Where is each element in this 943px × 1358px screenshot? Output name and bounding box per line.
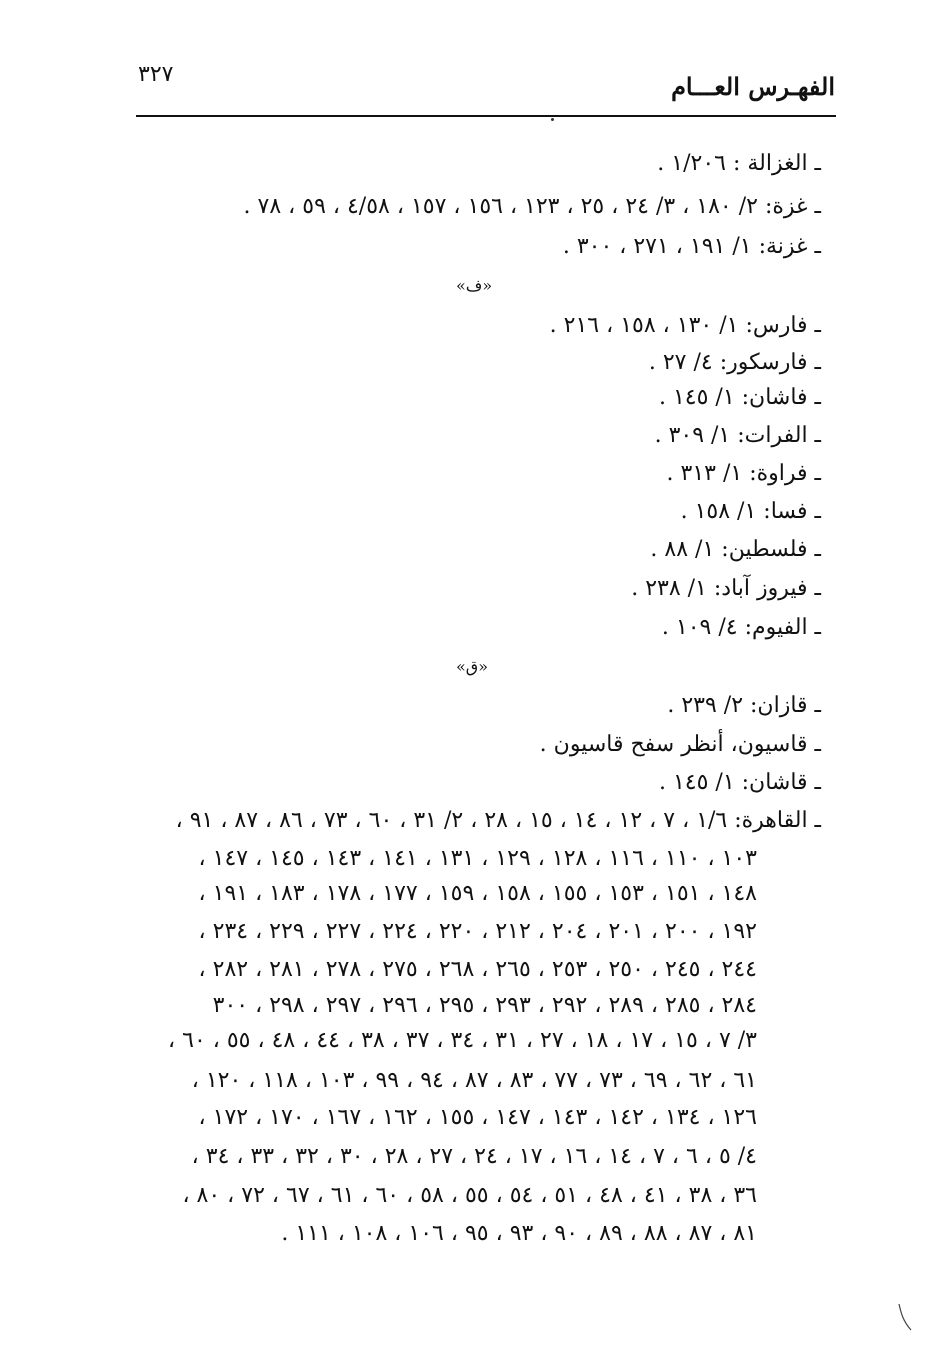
index-continuation-line: ١٢٦ ، ١٣٤ ، ١٤٢ ، ١٤٣ ، ١٤٧ ، ١٥٥ ، ١٦٢ ، ١٦٧ ، ١٧٠ ، ١٧٢ ، <box>198 1105 757 1130</box>
index-entry: ـ القاهرة: ١/٦ ، ٧ ، ١٢ ، ١٤ ، ١٥ ، ٢٨ ، ٢/ ٣١ ، ٦٠ ، ٧٣ ، ٨٦ ، ٨٧ ، ٩١ ، <box>175 808 821 833</box>
index-continuation-line: ٢٤٤ ، ٢٤٥ ، ٢٥٠ ، ٢٥٣ ، ٢٦٥ ، ٢٦٨ ، ٢٧٥ ، ٢٧٨ ، ٢٨١ ، ٢٨٢ ، <box>198 957 757 982</box>
index-continuation-line: ١٠٣ ، ١١٠ ، ١١٦ ، ١٢٨ ، ١٢٩ ، ١٣١ ، ١٤١ ، ١٤٣ ، ١٤٥ ، ١٤٧ ، <box>198 846 757 871</box>
index-entry: ـ فلسطين: ١/ ٨٨ . <box>650 537 821 562</box>
index-entry: ـ الفيوم: ٤/ ١٠٩ . <box>661 615 821 640</box>
index-entry: ـ فارسكور: ٤/ ٢٧ . <box>648 350 821 375</box>
page-number: ٣٢٧ <box>138 62 174 87</box>
index-entry: ـ قازان: ٢/ ٢٣٩ . <box>667 693 821 718</box>
index-continuation-line: ٣٦ ، ٣٨ ، ٤١ ، ٤٨ ، ٥١ ، ٥٤ ، ٥٥ ، ٥٨ ، ٦٠ ، ٦١ ، ٦٧ ، ٧٢ ، ٨٠ ، <box>182 1183 757 1208</box>
index-continuation-line: ٣/ ٧ ، ١٥ ، ١٧ ، ١٨ ، ٢٧ ، ٣١ ، ٣٤ ، ٣٧ ، ٣٨ ، ٤٤ ، ٤٨ ، ٥٥ ، ٦٠ ، <box>168 1028 757 1053</box>
index-entry: ـ قاسيون، أنظر سفح قاسيون . <box>539 732 821 757</box>
index-entry: ـ فاشان: ١/ ١٤٥ . <box>658 385 821 410</box>
index-entry: ـ غزة: ٢/ ١٨٠ ، ٣/ ٢٤ ، ٢٥ ، ١٢٣ ، ١٥٦ ، ١٥٧ ، ٤/٥٨ ، ٥٩ ، ٧٨ . <box>243 194 821 219</box>
index-continuation-line: ١٩٢ ، ٢٠٠ ، ٢٠١ ، ٢٠٤ ، ٢١٢ ، ٢٢٠ ، ٢٢٤ ، ٢٢٧ ، ٢٢٩ ، ٢٣٤ ، <box>198 919 757 944</box>
index-continuation-line: ١٤٨ ، ١٥١ ، ١٥٣ ، ١٥٥ ، ١٥٨ ، ١٥٩ ، ١٧٧ ، ١٧٨ ، ١٨٣ ، ١٩١ ، <box>198 881 757 906</box>
index-continuation-line: ٢٨٤ ، ٢٨٥ ، ٢٨٩ ، ٢٩٢ ، ٢٩٣ ، ٢٩٥ ، ٢٩٦ ، ٢٩٧ ، ٢٩٨ ، ٣٠٠ <box>212 993 757 1018</box>
index-entry: ـ فيروز آباد: ١/ ٢٣٨ . <box>631 576 821 601</box>
page-header-title: الفهـرس العـــام <box>671 72 835 101</box>
index-entry: ـ فسا: ١/ ١٥٨ . <box>680 499 821 524</box>
page-corner-mark <box>898 1303 912 1331</box>
section-heading-fa: «ف» <box>456 276 493 295</box>
index-continuation-line: ٤/ ٥ ، ٦ ، ٧ ، ١٤ ، ١٦ ، ١٧ ، ٢٤ ، ٢٧ ، ٢٨ ، ٣٠ ، ٣٢ ، ٣٣ ، ٣٤ ، <box>191 1144 757 1169</box>
header-rule-dot <box>551 118 554 121</box>
index-entry: ـ فارس: ١/ ١٣٠ ، ١٥٨ ، ٢١٦ . <box>549 313 821 338</box>
header-rule <box>136 115 836 117</box>
index-continuation-line: ٨١ ، ٨٧ ، ٨٨ ، ٨٩ ، ٩٠ ، ٩٣ ، ٩٥ ، ١٠٦ ، ١٠٨ ، ١١١ . <box>281 1221 757 1246</box>
index-entry: ـ قاشان: ١/ ١٤٥ . <box>658 770 821 795</box>
index-entry: ـ فراوة: ١/ ٣١٣ . <box>666 461 821 486</box>
index-continuation-line: ٦١ ، ٦٢ ، ٦٩ ، ٧٣ ، ٧٧ ، ٨٣ ، ٨٧ ، ٩٤ ، ٩٩ ، ١٠٣ ، ١١٨ ، ١٢٠ ، <box>191 1068 757 1093</box>
index-entry: ـ الغزالة : ١/٢٠٦ . <box>657 151 821 176</box>
index-entry: ـ الفرات: ١/ ٣٠٩ . <box>654 423 821 448</box>
section-heading-qaf: «ق» <box>456 657 488 676</box>
index-entry: ـ غزنة: ١/ ١٩١ ، ٢٧١ ، ٣٠٠ . <box>562 234 821 259</box>
